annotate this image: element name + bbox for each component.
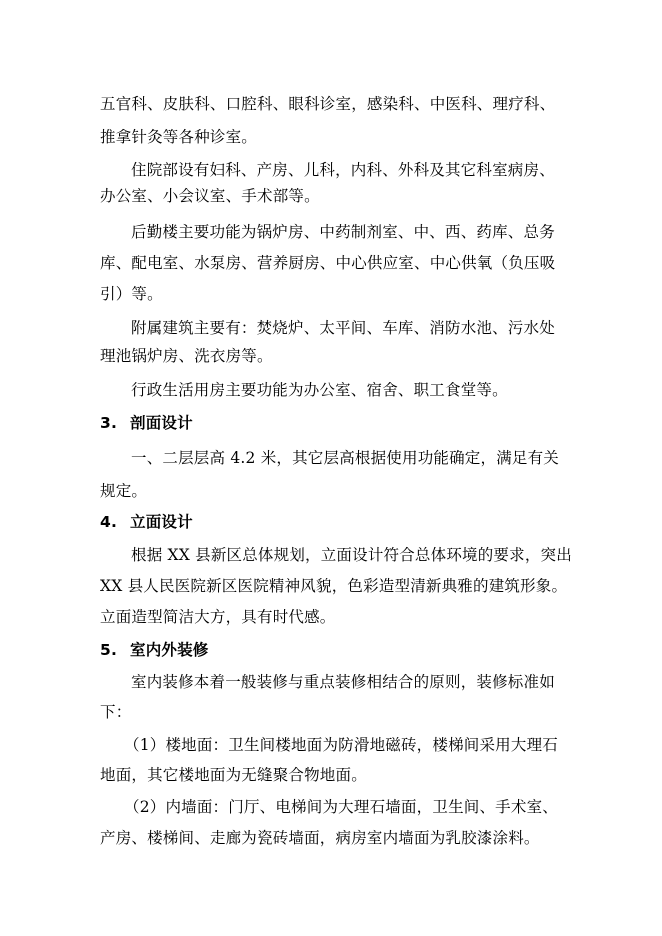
list-item-line: （1）楼地面：卫生间楼地面为防滑地磁砖，楼梯间采用大理石	[124, 736, 558, 754]
section-title: 立面设计	[130, 513, 193, 531]
body-text-line: 立面造型简洁大方，具有时代感。	[100, 608, 336, 626]
section-title: 剖面设计	[130, 414, 193, 432]
body-text-line: 五官科、皮肤科、口腔科、眼科诊室，感染科、中医科、理疗科、	[100, 95, 556, 113]
body-text-line: 推拿针灸等各种诊室。	[100, 128, 258, 146]
paragraph-first-line: 后勤楼主要功能为锅炉房、中药制剂室、中、西、药库、总务	[131, 223, 555, 241]
body-text-line: 办公室、小会议室、手术部等。	[100, 187, 320, 205]
body-text-line: 产房、楼梯间、走廊为瓷砖墙面，病房室内墙面为乳胶漆涂料。	[100, 829, 540, 847]
section-number: 5.	[100, 641, 118, 659]
paragraph-first-line: 根据 XX 县新区总体规划，立面设计符合总体环境的要求，突出	[131, 546, 572, 564]
list-item-line: （2）内墙面：门厅、电梯间为大理石墙面，卫生间、手术室、	[124, 798, 558, 816]
paragraph-first-line: 行政生活用房主要功能为办公室、宿舍、职工食堂等。	[131, 381, 508, 399]
paragraph-first-line: 住院部设有妇科、产房、儿科，内科、外科及其它科室病房、	[131, 161, 555, 179]
body-text-line: 规定。	[100, 482, 148, 500]
body-text-line: XX 县人民医院新区医院精神风貌，色彩造型清新典雅的建筑形象。	[100, 577, 568, 595]
body-text-line: 引）等。	[100, 285, 163, 303]
body-text-line: 地面，其它楼地面为无缝聚合物地面。	[100, 766, 367, 784]
body-text-line: 库、配电室、水泵房、营养厨房、中心供应室、中心供氧（负压吸	[100, 254, 556, 272]
paragraph-first-line: 附属建筑主要有：焚烧炉、太平间、车库、消防水池、污水处	[131, 319, 555, 337]
body-text-line: 理池锅炉房、洗衣房等。	[100, 347, 273, 365]
body-text-line: 下：	[100, 703, 132, 721]
section-number: 3.	[100, 414, 118, 432]
section-heading	[100, 640, 209, 660]
paragraph-first-line: 室内装修本着一般装修与重点装修相结合的原则，装修标准如	[131, 673, 555, 691]
section-heading	[100, 512, 193, 532]
section-number: 4.	[100, 513, 118, 531]
section-title: 室内外装修	[130, 641, 209, 659]
paragraph-first-line: 一、二层层高 4.2 米，其它层高根据使用功能确定，满足有关	[131, 449, 560, 467]
section-heading	[100, 413, 193, 433]
